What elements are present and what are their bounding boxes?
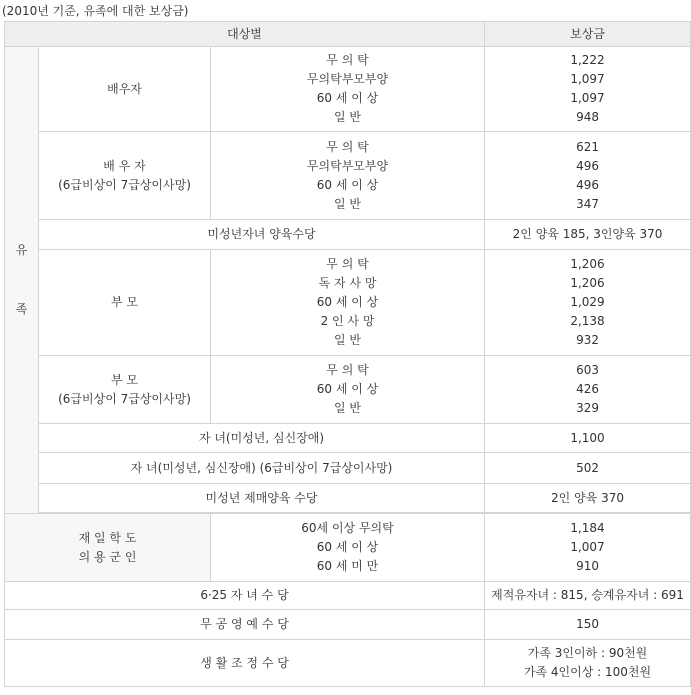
table-row (5, 132, 691, 220)
amount-value: 948 (576, 110, 599, 124)
amount-value: 2,138 (570, 314, 605, 328)
table-row (5, 250, 691, 356)
amount-value: 1,097 (570, 91, 605, 105)
korea-japan-servicemen-items (211, 514, 485, 582)
child-grade-label: 자 녀(미성년, 심신장애) (6급비상이 7급상이사망) (39, 453, 485, 484)
list-item: 60세 이상 무의탁 (301, 521, 394, 535)
korea-japan-servicemen-label (5, 514, 211, 582)
table-row (5, 453, 691, 484)
list-item: 60 세 이 상 (316, 540, 379, 554)
list-item: 무의탁부모부양 (306, 158, 389, 173)
amount-value: 329 (576, 401, 599, 415)
list-item: 무의탁부모부양 (306, 72, 389, 86)
minor-sibling-allowance-value: 2인 양육 370 (485, 484, 691, 513)
table-row (5, 640, 691, 687)
parents-values (485, 250, 691, 356)
amount-value: 가족 4인이상 : 100천원 (523, 665, 652, 679)
list-item: 일 반 (334, 110, 361, 124)
table-row (5, 484, 691, 513)
table-row (5, 610, 691, 640)
minor-sibling-allowance-label: 미성년 제매양육 수당 (39, 484, 485, 513)
amount-value: 932 (576, 333, 599, 347)
label-line: 부 모 (111, 372, 138, 387)
amount-value: 426 (576, 382, 599, 396)
header-row (5, 22, 691, 47)
war-625-child-allowance-label: 6·25 자 녀 수 당 (5, 582, 485, 610)
amount-value: 496 (576, 158, 599, 173)
table-row (5, 47, 691, 132)
amount-value: 1,206 (570, 276, 605, 290)
table-row (5, 424, 691, 453)
bereaved-label-char: 족 (15, 302, 28, 316)
label-line: 배 우 자 (103, 158, 146, 173)
bereaved-label-char: 유 (15, 243, 28, 257)
list-item: 일 반 (334, 401, 361, 415)
parents-grade-items (211, 356, 485, 424)
parents-label: 부 모 (39, 250, 211, 356)
merit-honor-allowance-value: 150 (485, 610, 691, 640)
label-line: (6급비상이 7급상이사망) (58, 391, 191, 406)
parents-grade-label (39, 356, 211, 424)
amount-value: 1,007 (570, 540, 605, 554)
list-item: 60 세 미 만 (316, 559, 379, 573)
amount-value: 910 (576, 559, 599, 573)
spouse-grade-values (485, 132, 691, 220)
amount-value: 603 (576, 363, 599, 377)
table-caption: (2010년 기준, 유족에 대한 보상금) (2, 4, 189, 18)
label-line: (6급비상이 7급상이사망) (58, 177, 191, 192)
header-amount: 보상금 (485, 22, 691, 47)
list-item: 일 반 (334, 196, 361, 211)
amount-value: 1,029 (570, 295, 605, 309)
spouse-values (485, 47, 691, 132)
child-grade-value: 502 (485, 453, 691, 484)
list-item: 2 인 사 망 (320, 314, 375, 328)
spouse-grade-label (39, 132, 211, 220)
spouse-grade-items (211, 132, 485, 220)
minor-child-allowance-label: 미성년자녀 양육수당 (39, 220, 485, 250)
merit-honor-allowance-label: 무 공 영 예 수 당 (5, 610, 485, 640)
table-row (5, 514, 691, 582)
compensation-table (4, 21, 691, 687)
amount-value: 621 (576, 139, 599, 154)
label-line: 의 용 군 인 (78, 549, 137, 564)
living-adjustment-allowance-label: 생 활 조 정 수 당 (5, 640, 485, 687)
table-row (5, 356, 691, 424)
child-label: 자 녀(미성년, 심신장애) (39, 424, 485, 453)
living-adjustment-allowance-values (485, 640, 691, 687)
amount-value: 1,097 (570, 72, 605, 86)
header-category: 대상별 (5, 22, 485, 47)
minor-child-allowance-value: 2인 양육 185, 3인양육 370 (485, 220, 691, 250)
list-item: 무 의 탁 (326, 363, 369, 377)
list-item: 무 의 탁 (326, 139, 369, 154)
list-item: 일 반 (334, 333, 361, 347)
amount-value: 가족 3인이하 : 90천원 (527, 646, 648, 660)
war-625-child-allowance-value: 제적유자녀 : 815, 승계유자녀 : 691 (485, 582, 691, 610)
list-item: 60 세 이 상 (316, 295, 379, 309)
list-item: 60 세 이 상 (316, 382, 379, 396)
list-item: 독 자 사 망 (318, 276, 377, 290)
amount-value: 496 (576, 177, 599, 192)
list-item: 60 세 이 상 (316, 177, 379, 192)
amount-value: 1,206 (570, 257, 605, 271)
spouse-items (211, 47, 485, 132)
spouse-label: 배우자 (39, 47, 211, 132)
child-value: 1,100 (485, 424, 691, 453)
amount-value: 1,184 (570, 521, 605, 535)
list-item: 무 의 탁 (326, 257, 369, 271)
parents-grade-values (485, 356, 691, 424)
table-row (5, 582, 691, 610)
label-line: 재 일 학 도 (78, 530, 137, 545)
parents-items (211, 250, 485, 356)
bereaved-group-label (5, 47, 39, 514)
korea-japan-servicemen-values (485, 514, 691, 582)
table-row (5, 220, 691, 250)
amount-value: 1,222 (570, 53, 605, 67)
list-item: 무 의 탁 (326, 53, 369, 67)
amount-value: 347 (576, 196, 599, 211)
list-item: 60 세 이 상 (316, 91, 379, 105)
